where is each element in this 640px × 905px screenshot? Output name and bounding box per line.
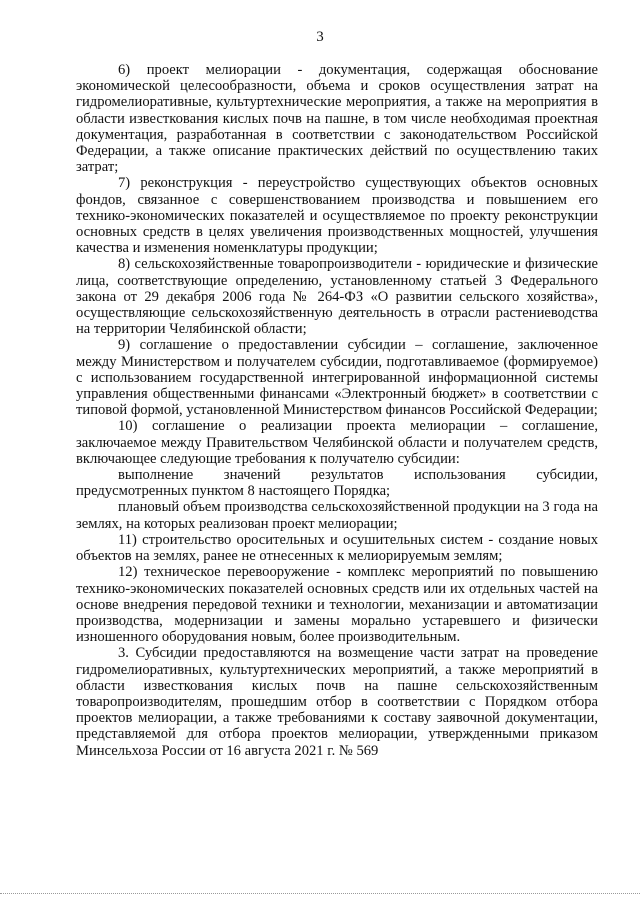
paragraph-item-6: 6) проект мелиорации - документация, содержащая обоснование экономической целесообразности, объема и сроков осуществления затрат на гидромелиоративные, культуртехнические мероприятия, а также на мероприятия в области известкования кислых почв на пашне, в том числе необходимая проектная документация, разработанная в соответствии с законодательством Российской Федерации, а также описание практических действий по осуществлению таких затрат; bbox=[76, 62, 598, 176]
bottom-dotted-rule bbox=[0, 893, 640, 894]
paragraph-item-9: 9) соглашение о предоставлении субсидии – соглашение, заключенное между Министерством и получателем субсидии, подготавливаемое (формируемое) с использованием государственной интегрированной информационной системы управления общественными финансами «Электронный бюджет» в соответствии с типовой формой, установленной Министерством финансов Российской Федерации; bbox=[76, 337, 598, 419]
paragraph-requirement-1: выполнение значений результатов использования субсидии, предусмотренных пунктом 8 настоящего Порядка; bbox=[76, 467, 598, 500]
document-body bbox=[76, 62, 598, 759]
page-number: 3 bbox=[316, 29, 324, 45]
paragraph-item-12: 12) техническое перевооружение - комплекс мероприятий по повышению технико-экономических показателей основных средств или их отдельных частей на основе внедрения передовой техники и технологии, механизации и автоматизации производства, модернизации и замены морально устаревшего и физически изношенного оборудования новым, более производительным. bbox=[76, 564, 598, 646]
paragraph-item-7: 7) реконструкция - переустройство существующих объектов основных фондов, связанное с совершенствованием производства и повышением его технико-экономических показателей и осуществляемое по проекту реконструкции основных средств в целях увеличения производственных мощностей, улучшения качества и изменения номенклатуры продукции; bbox=[76, 175, 598, 257]
paragraph-requirement-2: плановый объем производства сельскохозяйственной продукции на 3 года на землях, на которых реализован проект мелиорации; bbox=[76, 499, 598, 532]
paragraph-item-11: 11) строительство оросительных и осушительных систем - создание новых объектов на землях, ранее не отнесенных к мелиорируемым землям; bbox=[76, 531, 598, 565]
paragraph-section-3: 3. Субсидии предоставляются на возмещение части затрат на проведение гидромелиоративных, культуртехнических мероприятий, а также мероприятий в области известкования кислых почв на пашне сельскохозяйственным товаропроизводителям, прошедшим отбор в соответствии с Порядком отбора проектов мелиорации, а также требованиями к составу заявочной документации, представляемой для отбора проектов мелиорации, утвержденными приказом Минсельхоза России от 16 августа 2021 г. № 569 bbox=[76, 645, 598, 759]
paragraph-item-10: 10) соглашение о реализации проекта мелиорации – соглашение, заключаемое между Правительством Челябинской области и получателем средств, включающее следующие требования к получателю субсидии: bbox=[76, 418, 598, 467]
paragraph-item-8: 8) сельскохозяйственные товаропроизводители - юридические и физические лица, соответствующие определению, установленному статьей 3 Федерального закона от 29 декабря 2006 года № 264-ФЗ «О развитии сельского хозяйства», осуществляющие сельскохозяйственную деятельность в отрасли растениеводства на территории Челябинской области; bbox=[76, 256, 598, 338]
